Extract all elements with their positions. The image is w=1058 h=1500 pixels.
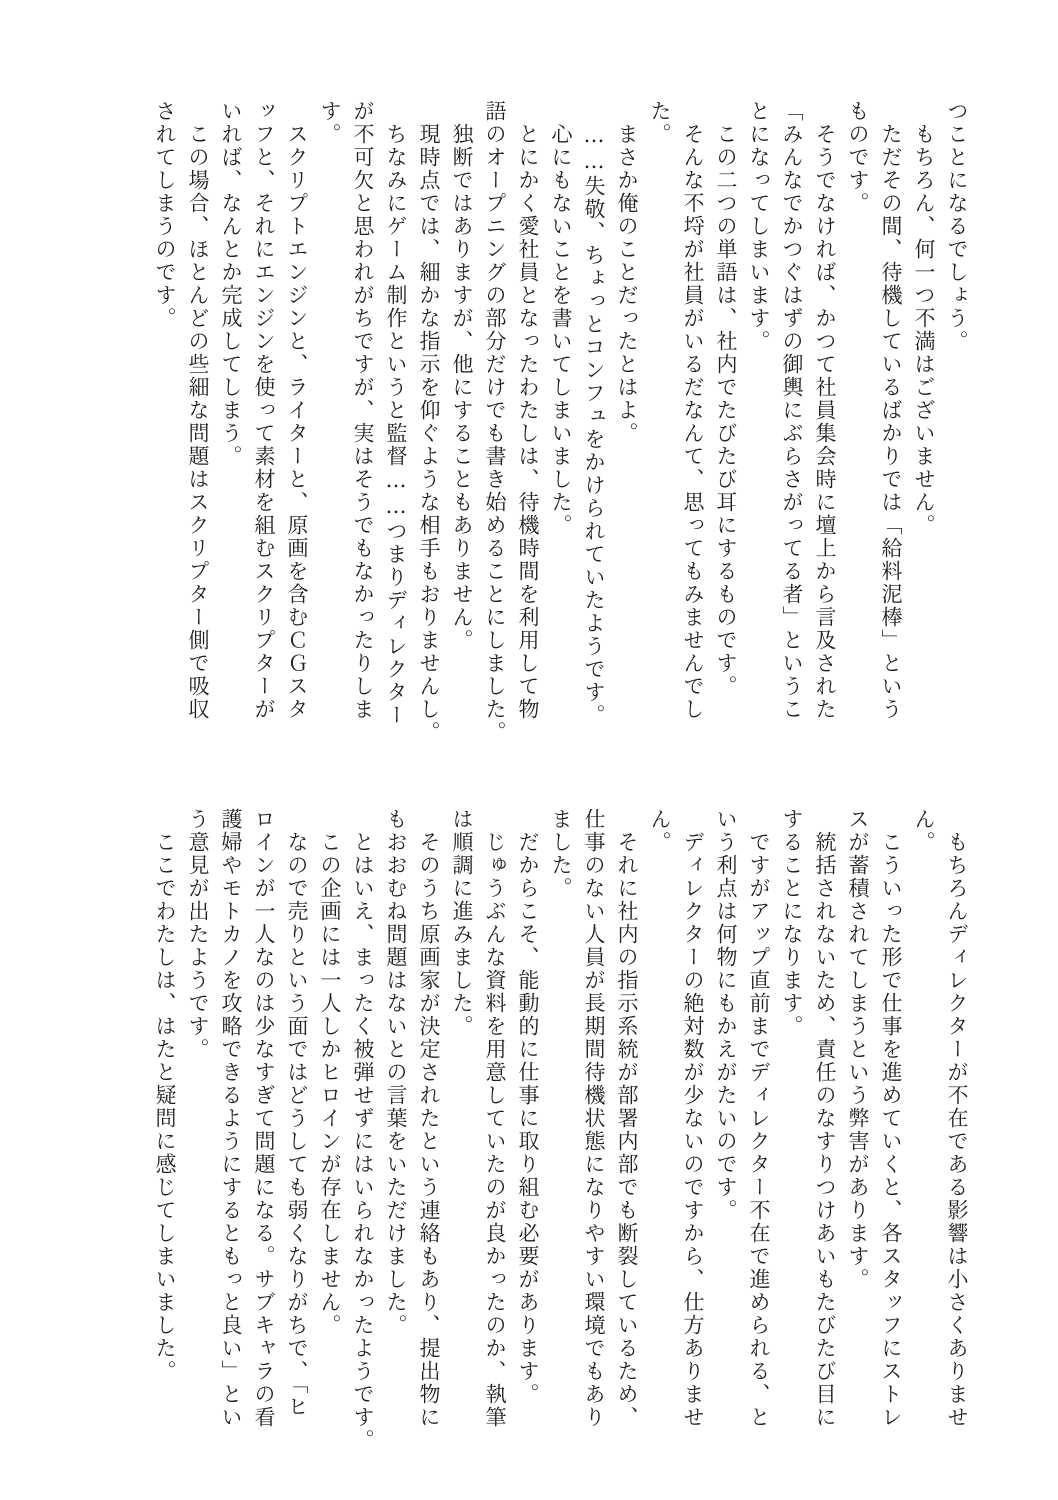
text-line: いれば、なんとか完成してしまう。 [219,100,243,468]
text-line: 現時点では、細かな指示を仰ぐような相手もおりませんし。 [417,100,441,744]
text-line: 心にもないことを書いてしまいました。 [549,100,573,537]
text-line: 仕事のない人員が長期間待機状態になりやすい環境でもあり [582,808,606,1429]
text-line: この場合、ほとんどの些細な問題はスクリプター側で吸収 [186,100,210,721]
text-line: されてしまうのです。 [153,100,177,330]
text-line: スクリプトエンジンと、ライターと、原画を含むＣＧスタ [285,100,309,721]
text-line: ……失敬、ちょっとコンフュをかけられていたようです。 [582,100,606,727]
text-line: そうでなければ、かつて社員集会時に壇上から言及された [813,100,837,721]
text-line: ここでわたしは、はたと疑問に感じてしまいました。 [153,808,177,1383]
text-line: ディレクターの絶対数が少ないのですから、仕方ありませ [681,808,705,1429]
text-line: もちろんディレクターが不在である影響は小さくありませ [945,808,969,1429]
text-line: ッフと、それにエンジンを使って素材を組むスクリプターが [252,100,276,721]
text-line: 「みんなでかつぐはずの御輿にぶらさがってる者」というこ [780,100,804,721]
text-line: 統括されないため、責任のなすりつけあいもたびたび目に [813,808,837,1429]
text-line: いう利点は何物にもかえがたいのです。 [714,808,738,1222]
text-line: ました。 [549,808,573,900]
text-line: まさか俺のことだったとはよ。 [615,100,639,445]
text-line: 語のオープニングの部分だけでも書き始めることにしました。 [483,100,507,744]
text-line: ものです。 [846,100,870,215]
text-line: ん。 [912,808,936,854]
text-line: この二つの単語は、社内でたびたび耳にするものです。 [714,100,738,698]
text-line: とはいえ、まったく被弾せずにはいられなかったようです。 [351,808,375,1452]
text-line: そのうち原画家が決定されたという連絡もあり、提出物に [417,808,441,1429]
text-line: もおおむね問題はないとの言葉をいただけました。 [384,808,408,1337]
text-line: ちなみにゲーム制作というと監督……つまりディレクター [384,100,408,727]
text-line: 独断ではありますが、他にすることもありません。 [450,100,474,652]
text-line: とになってしまいます。 [747,100,771,353]
text-line: つことになるでしょう。 [945,100,969,353]
text-line: じゅうぶんな資料を用意していたのが良かったのか、執筆 [483,808,507,1429]
text-line: それに社内の指示系統が部署内部でも断裂しているため、 [615,808,639,1429]
text-line: この企画には一人しかヒロインが存在しません。 [318,808,342,1337]
text-line: 護婦やモトカノを攻略できるようにするともっと良い」とい [219,808,243,1429]
text-line: ん。 [648,808,672,854]
text-line: が不可欠と思われがちですが、実はそうでもなかったりしま [351,100,375,721]
text-line: ロインが一人なのは少なすぎて問題になる。サブキャラの看 [252,808,276,1429]
text-line: なので売りという面ではどうしても弱くなりがちで、「ヒ [285,808,309,1419]
top-text-block [148,100,973,744]
text-line: とにかく愛社員となったわたしは、待機時間を利用して物 [516,100,540,721]
text-line: す。 [318,100,342,146]
text-line: することになります。 [780,808,804,1038]
text-line: は順調に進みました。 [450,808,474,1038]
text-line: スが蓄積されてしまうという弊害があります。 [846,808,870,1291]
bottom-text-block [148,808,973,1452]
text-line: う意見が出たようです。 [186,808,210,1061]
text-line: そんな不埒が社員がいるだなんて、思ってもみませんでし [681,100,705,721]
text-line: もちろん、何一つ不満はございません。 [912,100,936,537]
text-line: ですがアップ直前までディレクター不在で進められる、と [747,808,771,1429]
text-line: た。 [648,100,672,146]
text-line: こういった形で仕事を進めていくと、各スタッフにストレ [879,808,903,1429]
text-line: だからこそ、能動的に仕事に取り組む必要があります。 [516,808,540,1406]
text-line: ただその間、待機しているばかりでは「給料泥棒」という [879,100,903,721]
